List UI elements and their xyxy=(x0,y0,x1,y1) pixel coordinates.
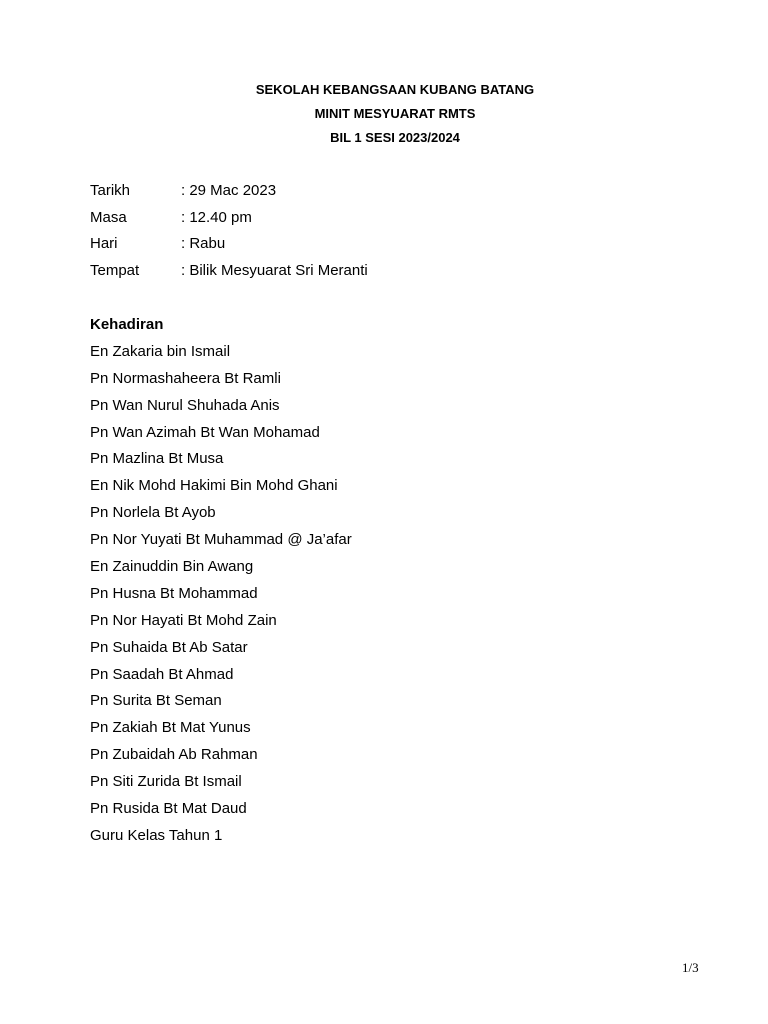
attendee-name: En Zainuddin Bin Awang xyxy=(90,558,254,576)
meeting-details xyxy=(90,178,368,284)
attendee-name: Pn Suhaida Bt Ab Satar xyxy=(90,638,248,656)
attendee-name: Pn Mazlina Bt Musa xyxy=(90,450,224,468)
attendee-name: Guru Kelas Tahun 1 xyxy=(90,826,223,844)
attendance-heading: Kehadiran xyxy=(90,316,164,333)
attendee-name: Pn Zakiah Bt Mat Yunus xyxy=(90,719,251,737)
attendee-name: Pn Normashaheera Bt Ramli xyxy=(90,369,281,387)
attendee-name: En Zakaria bin Ismail xyxy=(90,342,231,360)
document-header xyxy=(0,80,768,152)
school-name: SEKOLAH KEBANGSAAN KUBANG BATANG xyxy=(255,82,535,97)
meta-row-date xyxy=(90,178,368,205)
attendee-name: En Nik Mohd Hakimi Bin Mohd Ghani xyxy=(90,477,338,495)
meta-row-place xyxy=(90,258,368,285)
meeting-title: MINIT MESYUARAT RMTS xyxy=(314,106,476,121)
attendee-name: Pn Zubaidah Ab Rahman xyxy=(90,746,258,764)
attendee-name: Pn Nor Yuyati Bt Muhammad @ Ja’afar xyxy=(90,531,352,549)
meta-row-day xyxy=(90,231,368,258)
meta-row-time xyxy=(90,205,368,232)
meta-label: Masa xyxy=(90,208,127,226)
meta-value: : 12.40 pm xyxy=(181,208,252,226)
attendee-name: Pn Nor Hayati Bt Mohd Zain xyxy=(90,611,277,629)
attendee-name: Pn Saadah Bt Ahmad xyxy=(90,665,234,683)
attendee-name: Pn Siti Zurida Bt Ismail xyxy=(90,773,242,791)
meeting-session: BIL 1 SESI 2023/2024 xyxy=(330,130,460,145)
meta-value: : 29 Mac 2023 xyxy=(181,182,277,199)
page-number: 1/3 xyxy=(682,960,699,975)
attendance-section xyxy=(90,312,352,850)
attendee-name: Pn Wan Nurul Shuhada Anis xyxy=(90,396,280,414)
meta-label: Tarikh xyxy=(90,182,131,199)
meta-value: : Bilik Mesyuarat Sri Meranti xyxy=(181,261,368,279)
attendee-name: Pn Rusida Bt Mat Daud xyxy=(90,800,247,818)
attendee-name: Pn Norlela Bt Ayob xyxy=(90,504,216,522)
attendee-name: Pn Wan Azimah Bt Wan Mohamad xyxy=(90,423,320,441)
meta-label: Tempat xyxy=(90,261,140,279)
meta-value: : Rabu xyxy=(181,235,226,252)
attendee-name: Pn Husna Bt Mohammad xyxy=(90,584,258,602)
attendee-name: Pn Surita Bt Seman xyxy=(90,692,222,710)
meta-label: Hari xyxy=(90,235,118,252)
